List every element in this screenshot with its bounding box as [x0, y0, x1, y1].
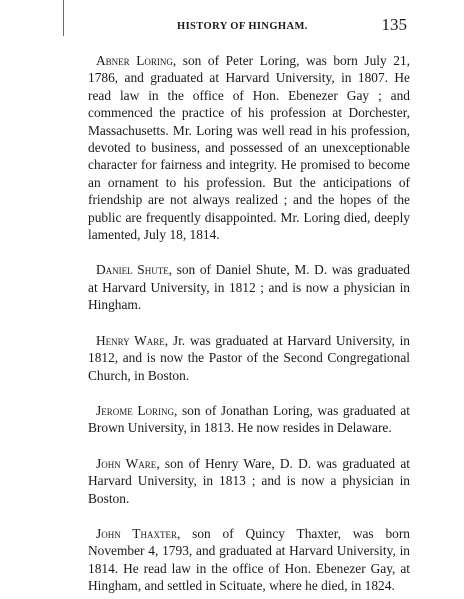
entry-text: , son of Henry Ware, D. D. was graduated at Harvard University, in 1813 ; and is now a physician in Boston.	[88, 455, 410, 506]
entry-daniel-shute	[88, 261, 410, 313]
biography-list	[88, 52, 410, 595]
margin-rule	[63, 0, 64, 36]
running-title: HISTORY OF HINGHAM.	[177, 21, 308, 32]
entry-john-thaxter	[88, 525, 410, 595]
entry-text: , son of Peter Loring, was born July 21, 1786, and graduated at Harvard University, in 1807. He read law in the office of Hon. Ebenezer Gay ; and commenced the practice of his profession at Dorchester, Massachusetts. Mr. Loring was well read in his profession, devoted to business, and possessed of an unexceptionable character for fairness and integrity. He promised to become an ornament to his profession. But the anticipations of friendship are not always realized ; and the hopes of the public are frequently disappointed. Mr. Loring died, deeply lamented, July 18, 1814.	[88, 53, 410, 243]
entry-text: , son of Quincy Thaxter, was born November 4, 1793, and graduated at Harvard University, in 1814. He read law in the office of Hon. Ebenezer Gay, at Hingham, and settled in Scituate, where he died, in 1824.	[88, 525, 410, 594]
entry-text: , son of Daniel Shute, M. D. was graduated at Harvard University, in 1812 ; and is now a physician in Hingham.	[88, 262, 410, 313]
entry-jerome-loring	[88, 402, 410, 437]
entry-john-ware	[88, 455, 410, 507]
running-head	[95, 15, 407, 37]
entry-abner-loring	[88, 52, 410, 243]
entry-name: John Thaxter	[96, 525, 177, 541]
page-number: 135	[381, 15, 407, 34]
entry-name: Daniel Shute	[96, 262, 169, 278]
entry-text: , son of Jonathan Loring, was graduated at Brown University, in 1813. He now resides in Delaware.	[88, 402, 410, 436]
entry-name: Abner Loring	[96, 53, 173, 68]
entry-name: Henry Ware	[96, 332, 165, 348]
entry-name: Jerome Loring	[96, 402, 174, 418]
entry-name: John Ware	[96, 455, 157, 471]
entry-text: , Jr. was graduated at Harvard University, in 1812, and is now the Pastor of the Second Congregational Church, in Boston.	[88, 332, 410, 383]
entry-henry-ware	[88, 332, 410, 384]
